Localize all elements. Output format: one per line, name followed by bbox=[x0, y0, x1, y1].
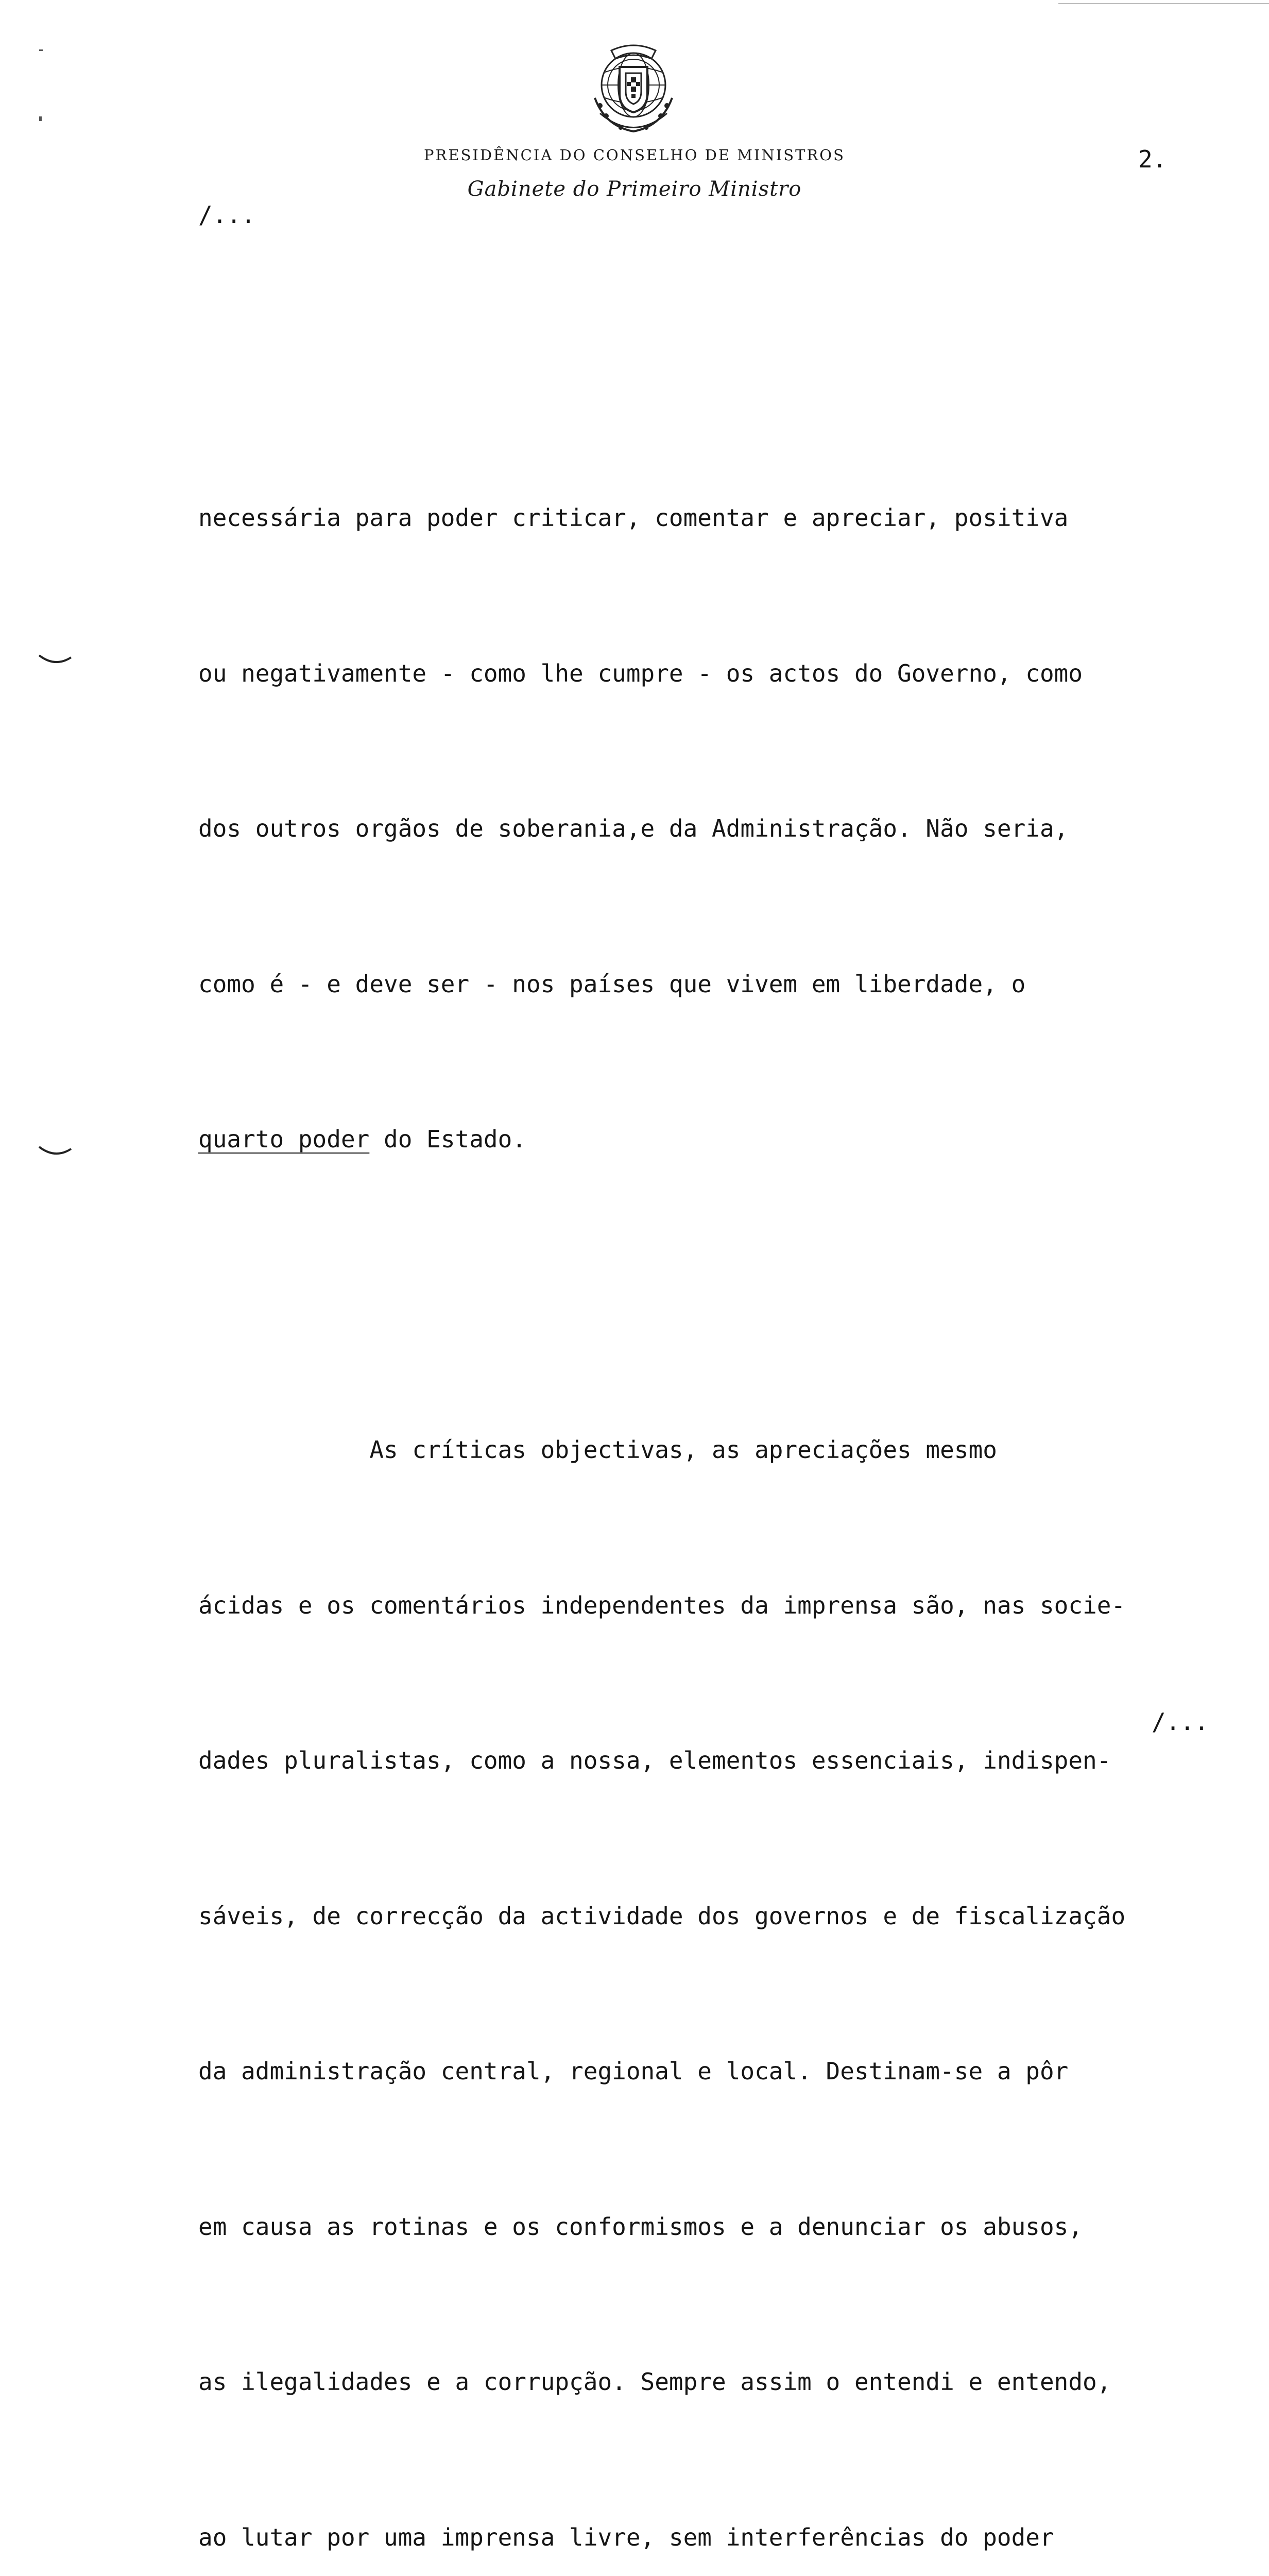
scan-speck bbox=[39, 49, 43, 51]
text-line: dos outros orgãos de soberania,e da Administração. Não seria, bbox=[198, 815, 1069, 842]
text-line bbox=[198, 1113, 1228, 1165]
scan-speck bbox=[39, 116, 42, 121]
scan-edge-line bbox=[1058, 3, 1269, 4]
margin-fold-mark bbox=[37, 653, 73, 666]
text-line: As críticas objectivas, as apreciações mesmo bbox=[198, 1436, 997, 1464]
text-line: como é - e deve ser - nos países que vivem em liberdade, o bbox=[198, 970, 1026, 998]
continuation-marker-top: /... bbox=[198, 201, 255, 229]
text-line: sáveis, de correcção da actividade dos governos e de fiscalização bbox=[198, 1902, 1126, 1930]
letter-body bbox=[198, 388, 1228, 2576]
paragraph-gap bbox=[198, 1269, 1228, 1321]
text-line: as ilegalidades e a corrupção. Sempre assim o entendi e entendo, bbox=[198, 2368, 1111, 2396]
text-line: ao lutar por uma imprensa livre, sem interferências do poder bbox=[198, 2523, 1054, 2551]
underlined-phrase: quarto poder bbox=[198, 1125, 370, 1153]
institution-heading: PRESIDÊNCIA DO CONSELHO DE MINISTROS bbox=[424, 146, 845, 164]
text-line: da administração central, regional e local. Destinam-se a pôr bbox=[198, 2057, 1069, 2085]
text-line: dades pluralistas, como a nossa, elementos essenciais, indispen- bbox=[198, 1747, 1111, 1774]
continuation-marker-bottom: /... bbox=[1152, 1708, 1209, 1736]
margin-fold-mark bbox=[37, 1145, 73, 1157]
text-line: em causa as rotinas e os conformismos e a denunciar os abusos, bbox=[198, 2212, 1083, 2241]
text-fragment: do Estado. bbox=[369, 1125, 526, 1153]
office-subheading: Gabinete do Primeiro Ministro bbox=[467, 177, 802, 201]
text-line: ou negativamente - como lhe cumpre - os actos do Governo, como bbox=[198, 659, 1083, 687]
text-line: ácidas e os comentários independentes da imprensa são, nas socie- bbox=[198, 1591, 1126, 1619]
page-number: 2. bbox=[1138, 145, 1167, 173]
coat-of-arms-icon bbox=[579, 36, 688, 139]
text-line: necessária para poder criticar, comentar e apreciar, positiva bbox=[198, 504, 1069, 532]
